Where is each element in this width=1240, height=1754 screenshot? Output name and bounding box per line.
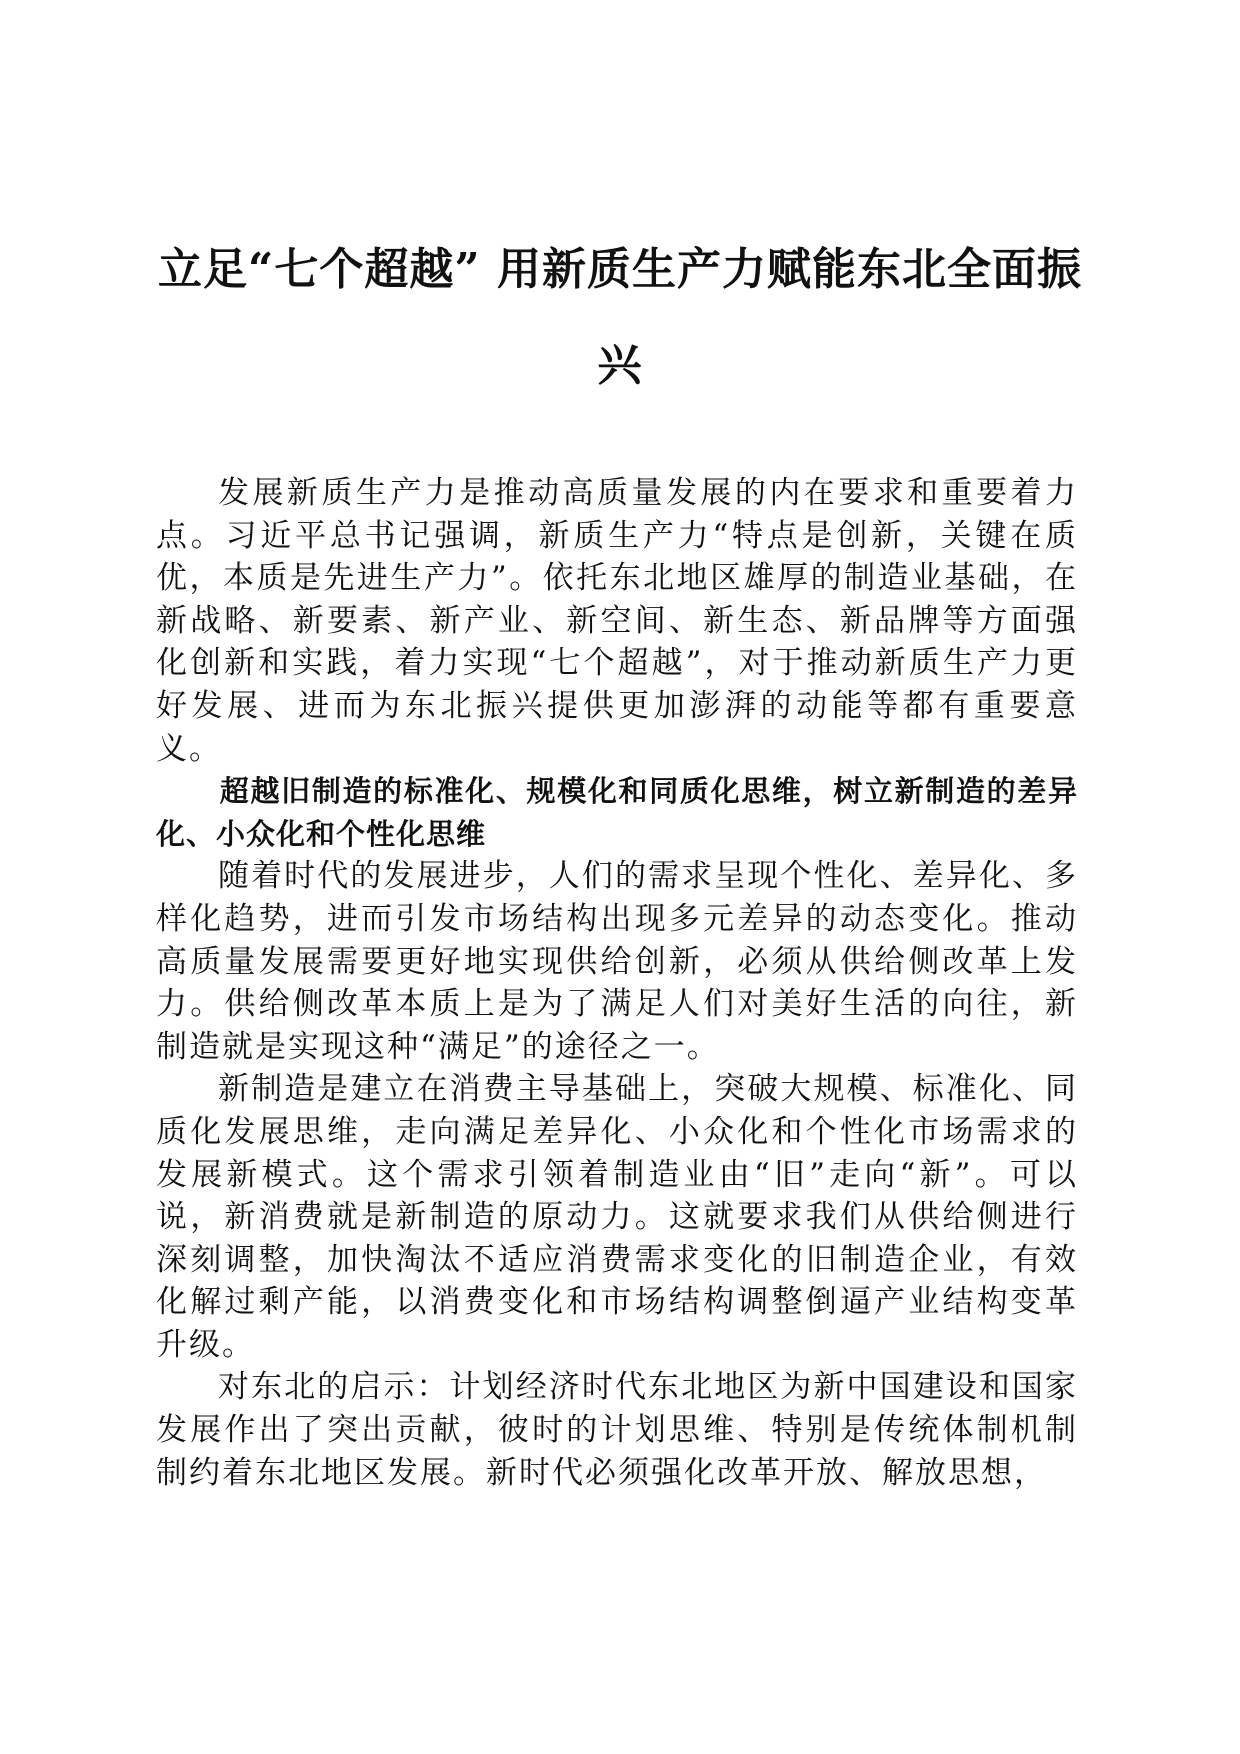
- document-title: 立足“七个超越” 用新质生产力赋能东北全面振兴: [158, 244, 1082, 391]
- intro-paragraph: 发展新质生产力是推动高质量发展的内在要求和重要着力点。习近平总书记强调，新质生产力“特点是创新，关键在质优，本质是先进生产力”。依托东北地区雄厚的制造业基础，在新战略、新要素、新产业、新空间、新生态、新品牌等方面强化创新和实践，着力实现“七个超越”，对于推动新质生产力更好发展、进而为东北振兴提供更加澎湃的动能等都有重要意义。: [156, 475, 1078, 767]
- section-paragraph-3: 对东北的启示：计划经济时代东北地区为新中国建设和国家发展作出了突出贡献，彼时的计划思维、特别是传统体制机制制约着东北地区发展。新时代必须强化改革开放、解放思想，: [156, 1369, 1078, 1491]
- section-paragraph-1: 随着时代的发展进步，人们的需求呈现个性化、差异化、多样化趋势，进而引发市场结构出现多元差异的动态变化。推动高质量发展需要更好地实现供给创新，必须从供给侧改革上发力。供给侧改革本质上是为了满足人们对美好生活的向往，新制造就是实现这种“满足”的途径之一。: [156, 858, 1078, 1065]
- section-heading: 超越旧制造的标准化、规模化和同质化思维，树立新制造的差异化、小众化和个性化思维: [156, 774, 1078, 851]
- document-body: [156, 472, 1078, 1494]
- section-paragraph-2: 新制造是建立在消费主导基础上，突破大规模、标准化、同质化发展思维，走向满足差异化、小众化和个性化市场需求的发展新模式。这个需求引领着制造业由“旧”走向“新”。可以说，新消费就是新制造的原动力。这就要求我们从供给侧进行深刻调整，加快淘汰不适应消费需求变化的旧制造企业，有效化解过剩产能，以消费变化和市场结构调整倒逼产业结构变革升级。: [156, 1071, 1078, 1363]
